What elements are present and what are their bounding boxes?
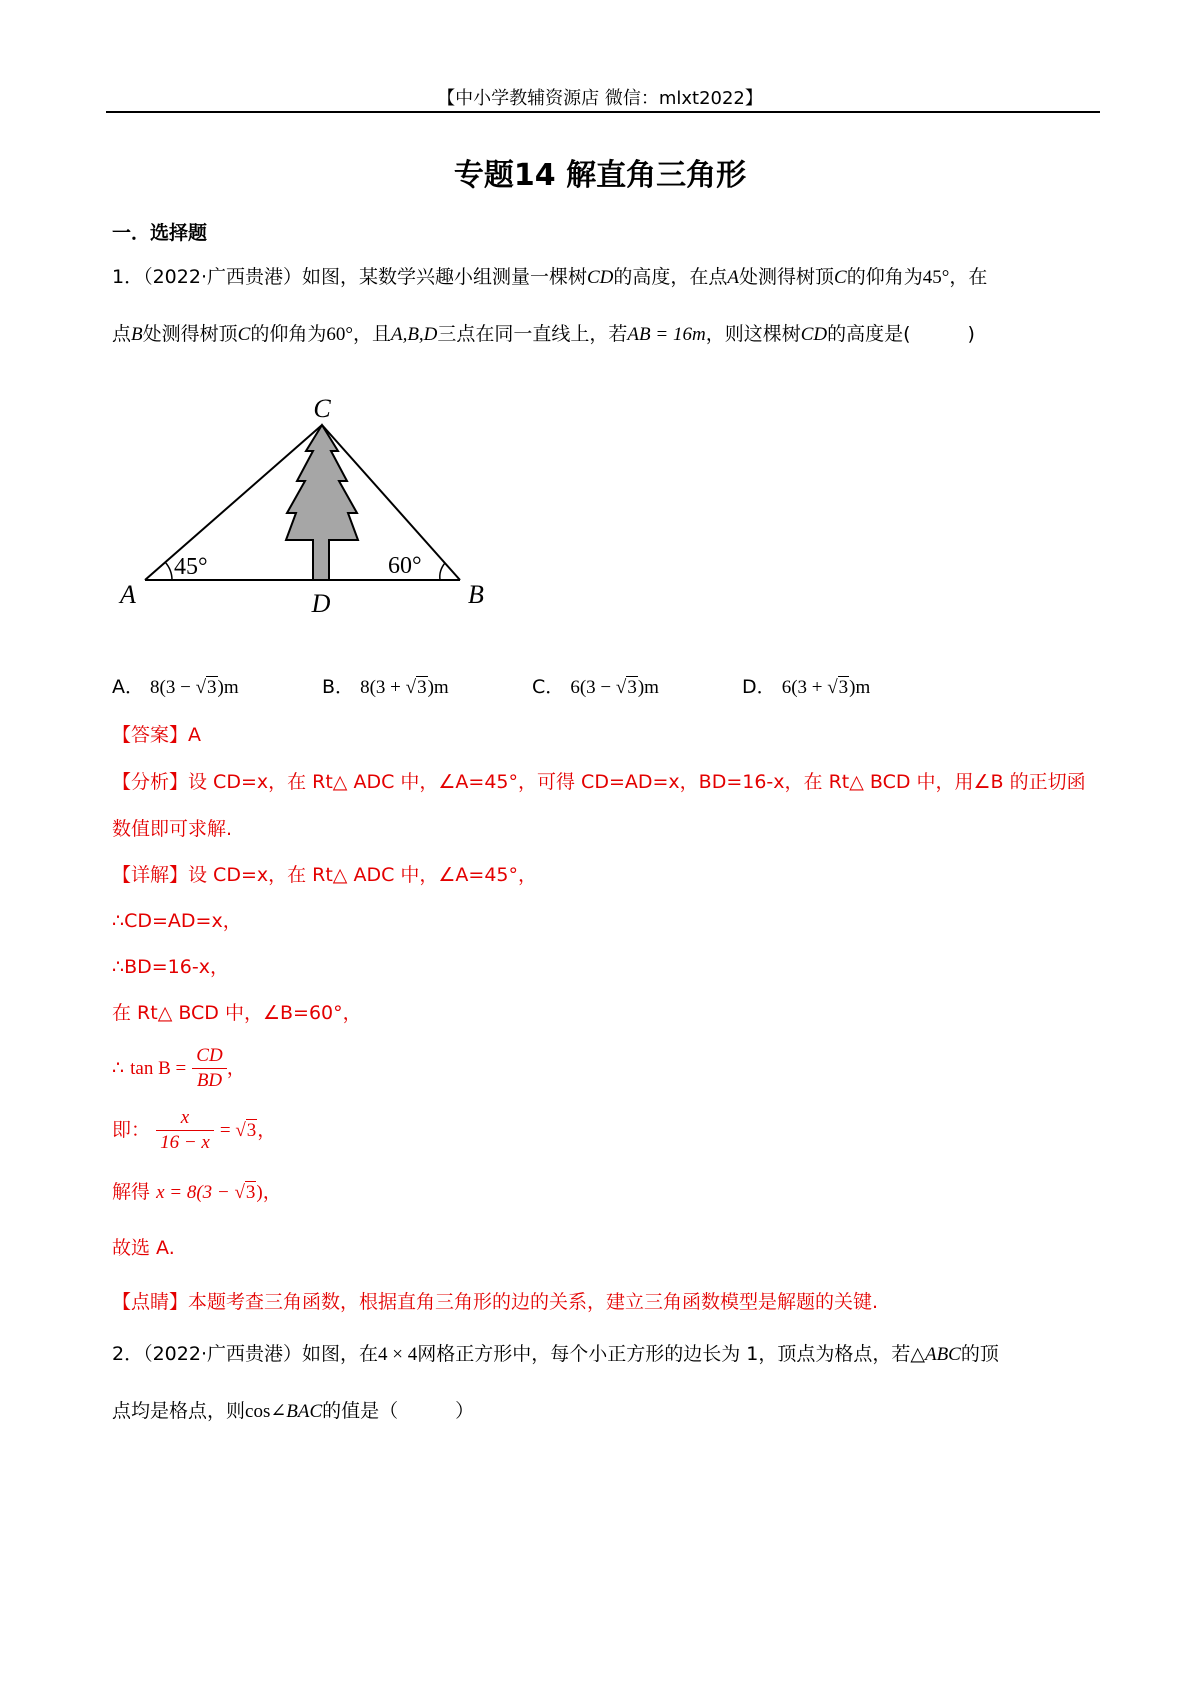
detail-text: 解得 [112,1181,151,1203]
detail-text: ， [262,1181,282,1203]
q1-text: 的高度，在点 [613,266,728,288]
option-c[interactable]: C． 6(3 − √3)m [532,676,659,698]
q1-text: 1．（2022·广西贵港）如图，某数学兴趣小组测量一棵树 [112,266,587,288]
math-45: 45° [922,267,950,288]
detail-line1 [112,866,537,885]
option-letter: A． [112,676,144,698]
q2-line2 [112,1402,474,1421]
math-c: C [834,267,847,288]
fraction-denominator: BD [196,1069,223,1091]
option-a[interactable]: A． 8(3 − √3)m [112,676,239,698]
math-solution: x = 8(3 − [156,1182,235,1203]
angle-arc-b [440,563,445,580]
header-divider [106,111,1100,113]
math-cd: CD [800,324,828,345]
answer-tag: 【答案】 [112,724,189,746]
answer-value: A [188,724,202,746]
q1-text: ，在 [949,266,988,288]
math-radicand: 3 [245,1182,256,1203]
analysis-text: 数值即可求解. [112,818,233,840]
option-expr: 8(3 − [150,677,196,698]
math-a: A [727,267,740,288]
detail-line3 [112,958,229,977]
q1-text: 的仰角为 [846,266,923,288]
analysis-line2 [112,820,232,839]
math-equals: = [219,1119,236,1141]
angle-label-a: 45° [174,554,208,580]
q1-text: ，且 [352,323,391,345]
detail-line2 [112,912,242,931]
math-bac: BAC [286,1401,323,1422]
fraction-numerator: CD [192,1044,226,1069]
option-letter: B． [322,676,355,698]
fraction-x-16minusx [156,1106,214,1155]
q1-text: 的仰角为 [250,323,327,345]
math-b: B [131,324,143,345]
math-tan-b: tan B = [130,1057,187,1079]
detail-text: 故选 A. [112,1237,175,1259]
label-d: D [311,589,331,618]
detail-text: 在 Rt△ BCD 中，∠B=60°， [112,1002,362,1024]
option-expr: 8(3 + [360,677,406,698]
detail-text: ， [257,1118,277,1141]
page-header: 【中小学教辅资源店 微信：mlxt2022】 [437,88,763,109]
angle-arc-a [165,562,172,580]
option-expr: )m [637,677,659,698]
math-abd: A,B,D [390,324,438,345]
label-c: C [313,395,331,423]
math-grid-size: 4 × 4 [377,1344,418,1365]
math-radicand: 3 [246,1119,257,1141]
q2-text: 点均是格点，则 [112,1400,246,1422]
q1-line1 [112,268,987,287]
q2-text: 2．（2022·广西贵港）如图，在 [112,1343,378,1365]
q1-text: 的高度是( ) [827,323,975,345]
option-expr: )m [849,677,871,698]
option-expr: 6(3 + [781,677,828,698]
q2-text: 的顶 [960,1343,999,1365]
label-a: A [120,580,136,609]
detail-text: ∴ [112,1056,125,1079]
detail-text: ∴CD=AD=x， [112,910,242,932]
option-d[interactable]: D． 6(3 + √3)m [742,676,871,698]
detail-line8 [112,1239,175,1258]
math-60: 60° [326,324,353,345]
option-radicand: 3 [838,677,849,698]
detail-line7: 解得 x = 8(3 − √3)， [112,1181,282,1203]
fraction-numerator: x [156,1106,214,1131]
comment-tag: 【点睛】 [112,1291,189,1313]
page-title: 专题14 解直角三角形 [453,158,747,193]
detail-line5 [112,1044,246,1093]
comment-text: 本题考查三角函数，根据直角三角形的边的关系，建立三角函数模型是解题的关键. [188,1291,879,1313]
detail-line4 [112,1004,362,1023]
section-heading: 一．选择题 [112,222,208,244]
math-ab-16m: AB = 16m [627,324,706,345]
math-abc: ABC [924,1344,961,1365]
q2-line1 [112,1345,999,1364]
q1-text: 处测得树顶 [142,323,238,345]
tree-triangle-figure [110,395,490,625]
math-cos: cos∠ [245,1401,287,1422]
angle-label-b: 60° [388,553,422,579]
option-b[interactable]: B． 8(3 + √3)m [322,676,449,698]
option-letter: D． [742,676,776,698]
comment-line [112,1293,878,1312]
triangle-symbol: △ [910,1343,925,1365]
detail-text: 即： [112,1118,151,1141]
detail-line6: 即： $\frac{x}{16 - x}$ = √3， [112,1107,277,1153]
analysis-tag: 【分析】 [112,771,189,793]
option-expr: 6(3 − [570,677,616,698]
option-letter: C． [532,676,565,698]
detail-text: ， [226,1056,246,1079]
q1-line2 [112,325,975,344]
detail-tag: 【详解】 [112,864,189,886]
q1-text: 三点在同一直线上，若 [437,323,628,345]
q1-text: 处测得树顶 [739,266,835,288]
option-expr: )m [427,677,449,698]
q2-text: 的值是（ ） [322,1400,475,1422]
answer-line [112,726,201,745]
option-radicand: 3 [627,677,637,698]
option-radicand: 3 [207,677,217,698]
q2-text: 网格正方形中，每个小正方形的边长为 1，顶点为格点，若 [417,1343,911,1365]
option-radicand: 3 [417,677,427,698]
math-cd: CD [586,267,614,288]
option-expr: )m [217,677,239,698]
q1-text: ，则这棵树 [705,323,801,345]
q1-text: 点 [112,323,132,345]
math-close: ) [256,1182,263,1203]
fraction-denominator: 16 − x [160,1131,210,1153]
analysis-text: 设 CD=x，在 Rt△ ADC 中，∠A=45°，可得 CD=AD=x，BD=16-x，在 Rt△ BCD 中，用∠B 的正切函 [188,771,1086,793]
detail-text: ∴BD=16-x， [112,956,229,978]
label-b: B [468,580,484,609]
math-c: C [237,324,251,345]
detail-text: 设 CD=x，在 Rt△ ADC 中，∠A=45°， [188,864,538,886]
analysis-line1 [112,773,1086,792]
fraction-cd-bd [192,1044,226,1093]
